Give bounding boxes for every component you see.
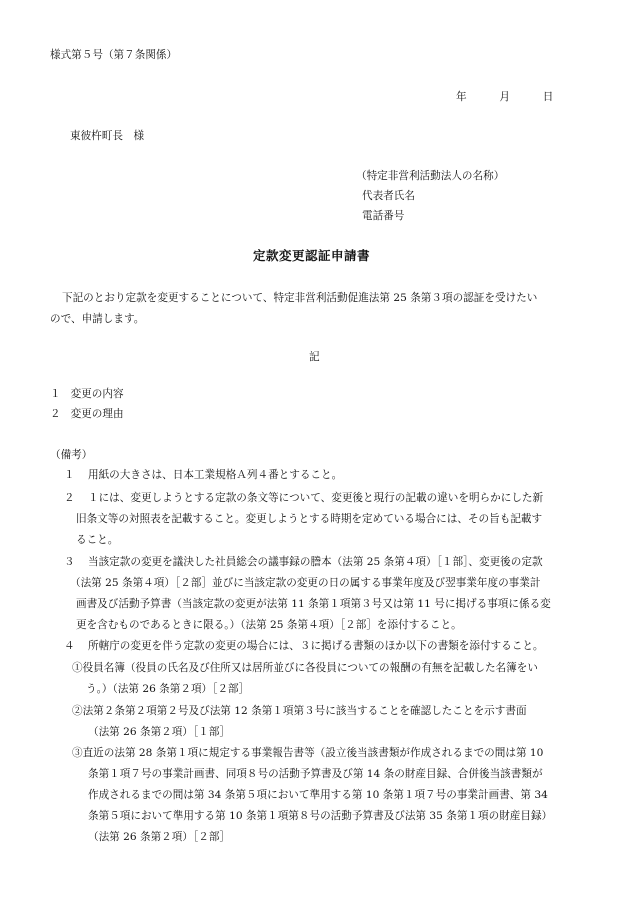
remark-3-line-3: 画書及び活動予算書（当該定款の変更が法第 11 条第１項第３号又は第 11 号に掲げる事項に係る変 <box>76 598 551 610</box>
item-2-num: ２ <box>50 408 61 420</box>
item-1-num: １ <box>50 388 61 400</box>
remark-4-sub-2-line-2: （法第 26 条第２項）［１部］ <box>88 726 231 738</box>
remark-3-line-2: （法第 25 条第４項）［２部］並びに当該定款の変更の日の属する事業年度及び翌事業年度の事業計 <box>70 577 541 589</box>
remark-2-line-1: １には、変更しようとする定款の条文等について、変更後と現行の記載の違いを明らかにした新 <box>88 492 544 504</box>
applicant-phone: 電話番号 <box>362 210 405 222</box>
form-number: 様式第５号（第７条関係） <box>50 49 178 61</box>
remark-4-sub-3-line-3: 作成されるまでの間は第 34 条第５項において準用する第 10 条第１項７号の事業計画書、第 34 <box>88 789 548 801</box>
item-2-text: 変更の理由 <box>70 408 124 420</box>
remark-4-sub-1-line-2: う。）（法第 26 条第２項）［２部］ <box>86 683 250 695</box>
remark-4-sub-3-line-2: 条第１項７号の事業計画書、同項８号の活動予算書及び第 14 条の財産目録、合併後当該書類が <box>88 768 543 780</box>
remark-4-num: ４ <box>64 640 75 652</box>
remark-3-num: ３ <box>64 556 75 568</box>
date-year-label: 年 <box>456 91 467 103</box>
date-day-label: 日 <box>542 91 554 103</box>
item-2 <box>50 409 124 420</box>
remark-4-line-1: 所轄庁の変更を伴う定款の変更の場合には、３に掲げる書類のほか以下の書類を添付すること。 <box>88 640 544 652</box>
date-line <box>456 92 553 103</box>
remark-4-sub-2-line-1: ②法第２条第２項第２号及び法第 12 条第１項第３号に該当することを確認したことを示す書面 <box>72 705 527 717</box>
remarks-heading: （備考） <box>50 449 93 461</box>
remark-1-line-1: 用紙の大きさは、日本工業規格Ａ列４番とすること。 <box>88 469 343 481</box>
intro-line-2: ので、申請します。 <box>50 313 145 325</box>
remark-2-line-2: 旧条文等の対照表を記載すること。変更しようとする時期を定めている場合には、その旨も記載す <box>76 513 543 525</box>
applicant-org-name: （特定非営利活動法人の名称） <box>356 170 505 182</box>
remark-2-line-3: ること。 <box>76 534 119 546</box>
remark-1-num: １ <box>64 469 75 481</box>
item-1 <box>50 389 124 400</box>
remark-4-sub-1-line-1: ①役員名簿（役員の氏名及び住所又は居所並びに各役員についての報酬の有無を記載した名簿をい <box>72 662 538 674</box>
document-title: 定款変更認証申請書 <box>253 248 371 263</box>
remark-4-sub-3-line-5: （法第 26 条第２項）［２部］ <box>88 831 231 843</box>
ki-label: 記 <box>309 351 320 363</box>
remark-4-sub-3-line-4: 条第５項において準用する第 10 条第１項第８号の活動予算書及び法第 35 条第１項の財産目録） <box>88 810 553 822</box>
applicant-rep-name: 代表者氏名 <box>362 190 415 202</box>
date-month-label: 月 <box>499 91 510 103</box>
remark-2-num: ２ <box>64 492 75 504</box>
remark-3-line-1: 当該定款の変更を議決した社員総会の議事録の謄本（法第 25 条第４項）［１部］、変更後の定款 <box>88 556 543 568</box>
item-1-text: 変更の内容 <box>70 388 124 400</box>
remark-3-line-4: 更を含むものであるときに限る。）（法第 25 条第４項）［２部］を添付すること。 <box>76 619 462 631</box>
remark-4-sub-3-line-1: ③直近の法第 28 条第１項に規定する事業報告書等（設立後当該書類が作成されるまでの間は第 10 <box>72 747 544 759</box>
addressee: 東彼杵町長 様 <box>70 130 145 142</box>
intro-line-1: 下記のとおり定款を変更することについて、特定非営利活動促進法第 25 条第３項の認証を受けたい <box>62 292 538 304</box>
